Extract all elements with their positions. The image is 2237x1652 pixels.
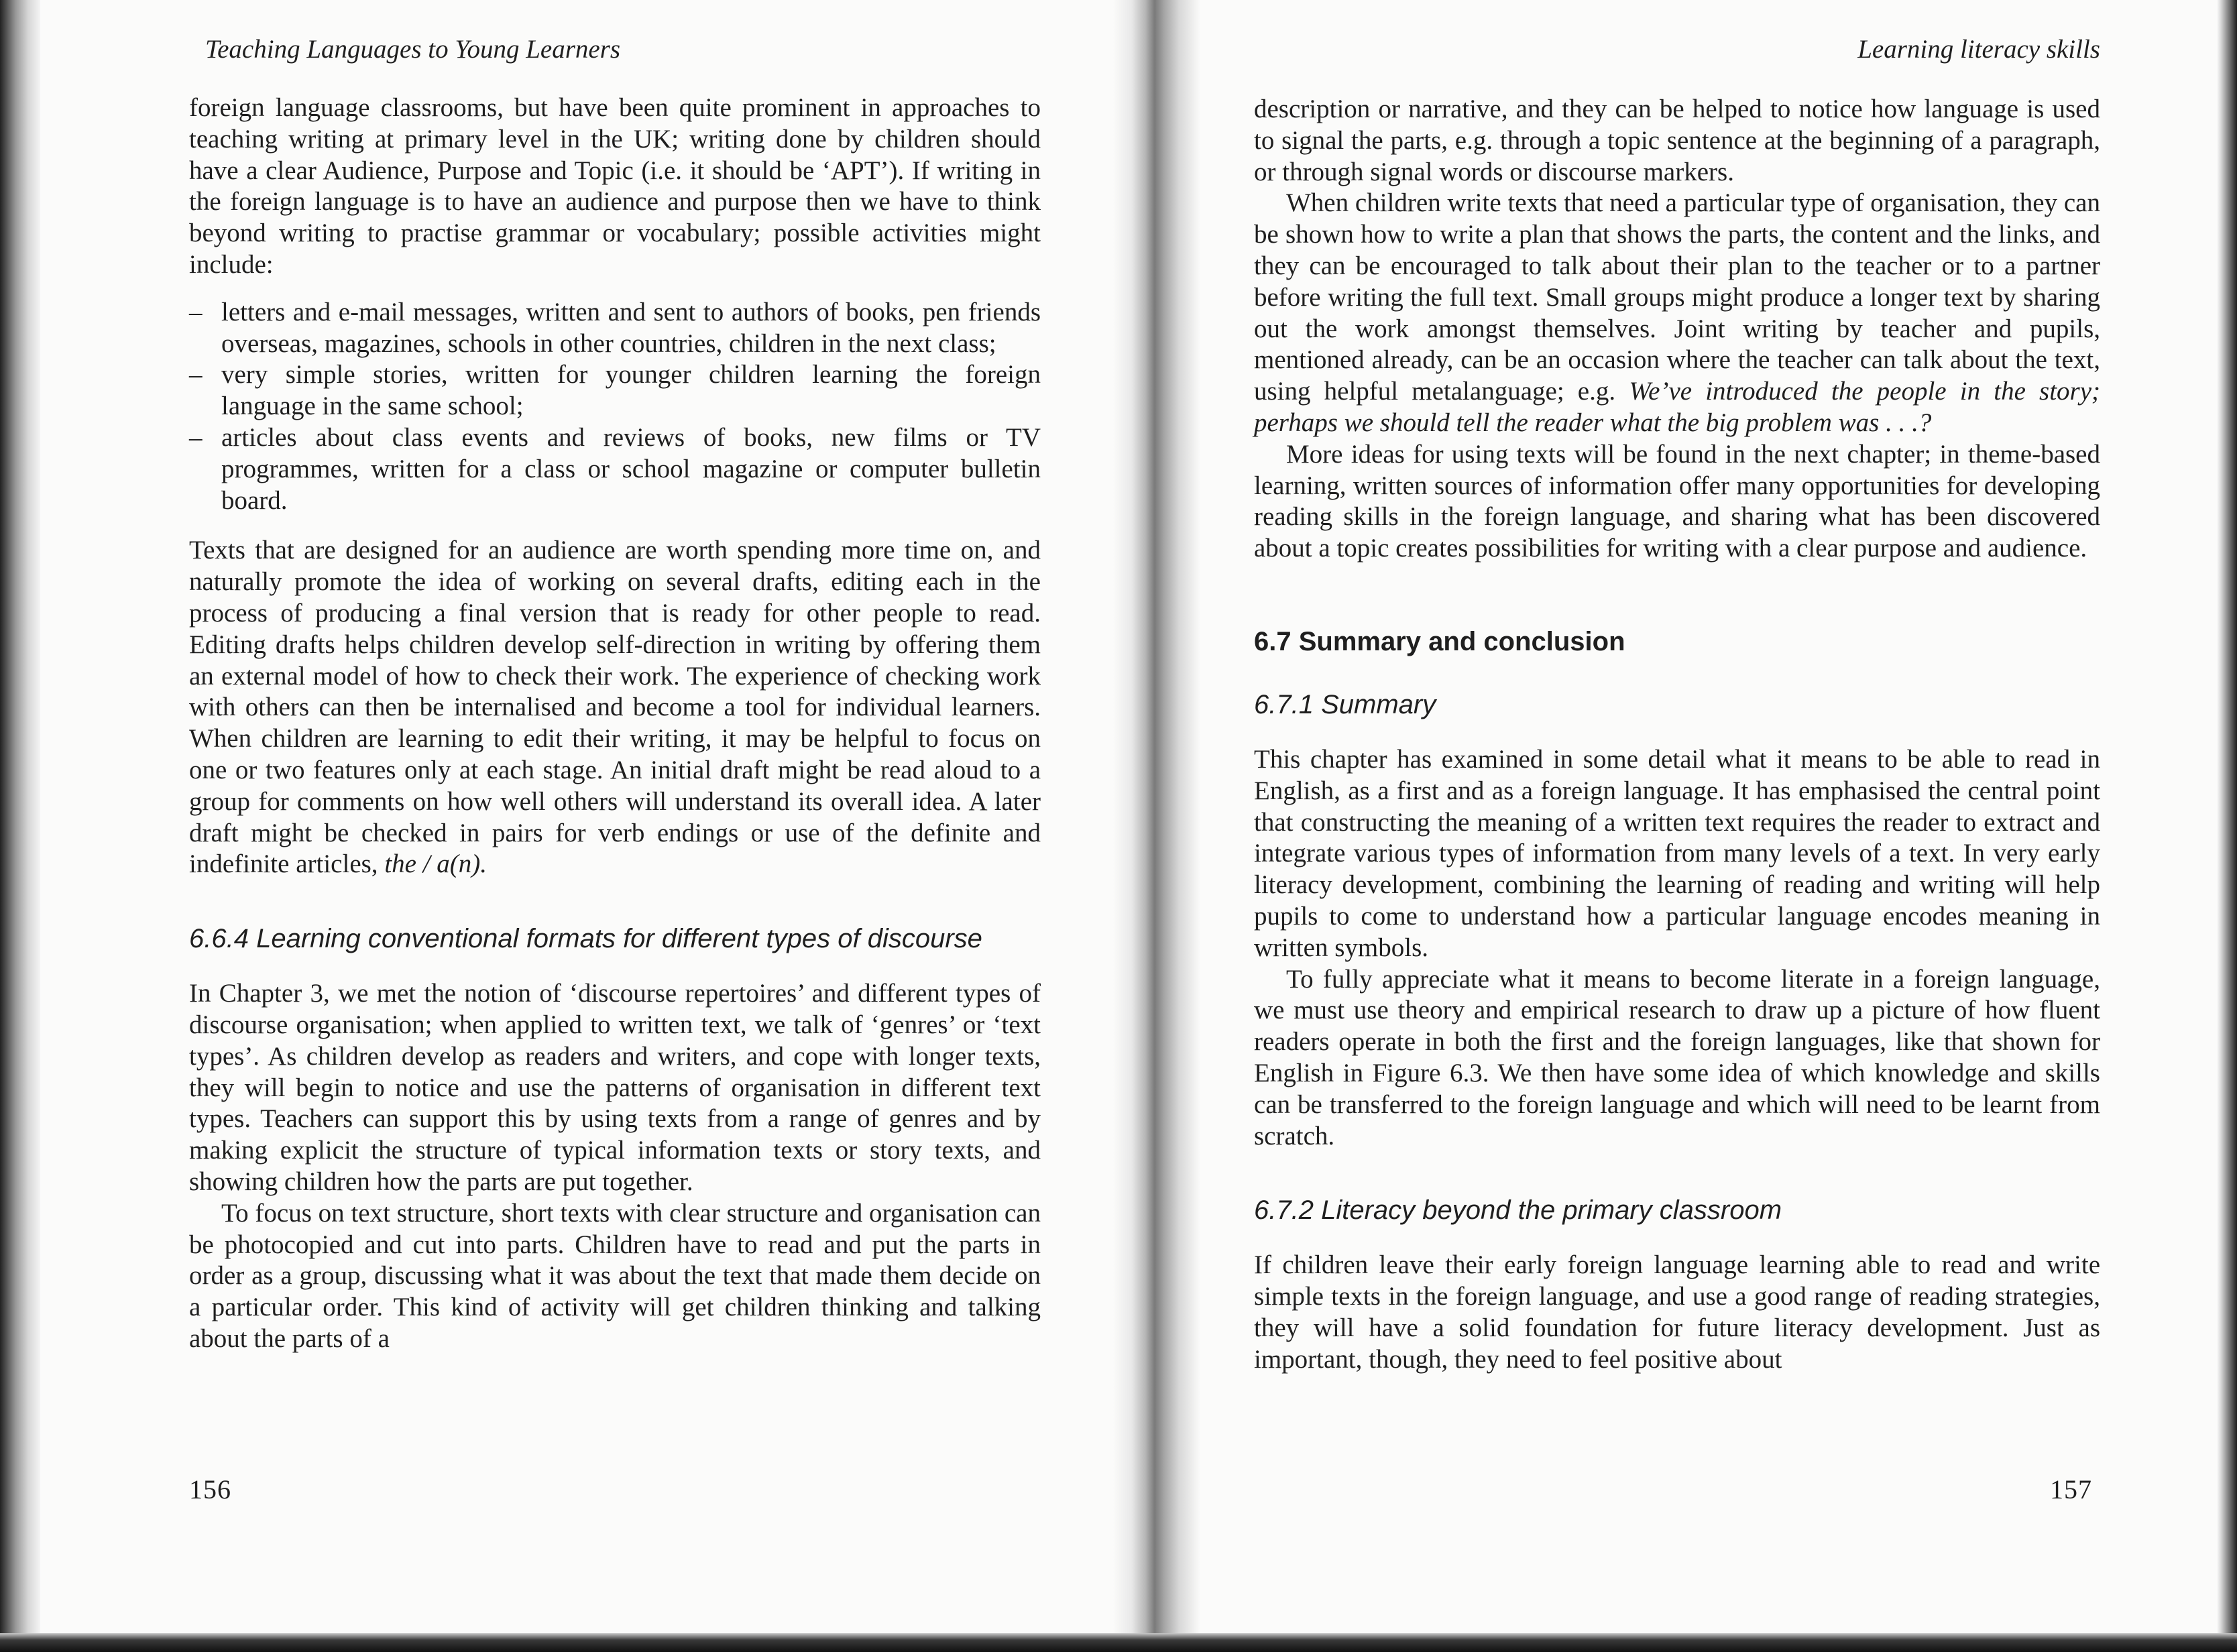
- right-page-content: [1254, 94, 2100, 1376]
- list-item: – very simple stories, written for younger children learning the foreign language in the same school;: [189, 359, 1041, 422]
- left-page: [189, 0, 1041, 1652]
- activity-list: [189, 297, 1041, 517]
- paragraph: This chapter has examined in some detail what it means to be able to read in English, as a first and as a foreign language. It has emphasised the central point that constructing the meaning of a written text requires the reader to extract and integrate various types of information from many levels of a text. In very early literacy development, combining the learning of reading and writing will help pupils to come to understand how a particular language encodes meaning in written symbols.: [1254, 744, 2100, 962]
- paragraph: foreign language classrooms, but have been quite prominent in approaches to teaching writing at primary level in the UK; writing done by children should have a clear Audience, Purpose and Topic (i.e. it should be ‘APT’). If writing in the foreign language is to have an audience and purpose then we have to think beyond writing to practise grammar or vocabulary; possible activities might include:: [189, 93, 1041, 279]
- section-title: 6.7 Summary and conclusion: [1254, 626, 1625, 656]
- paragraph: [1254, 188, 2100, 438]
- page-number-left: 156: [189, 1474, 231, 1504]
- paragraph: To focus on text structure, short texts with clear structure and organisation can be photocopied and cut into parts. Children have to read and put the parts in order as a group, discussing what it was about the text that made them decide on a particular order. This kind of activity will get children thinking and talking about the parts of a: [189, 1198, 1041, 1353]
- subsection-title: 6.6.4 Learning conventional formats for different types of discourse: [189, 924, 982, 954]
- running-head-left: Teaching Languages to Young Learners: [205, 35, 621, 64]
- page-edge-shadow-right: [2217, 0, 2237, 1652]
- running-head-right: Learning literacy skills: [1857, 35, 2100, 64]
- book-gutter: [1113, 0, 1200, 1652]
- paragraph-text: Texts that are designed for an audience are worth spending more time on, and naturally promote the idea of working on several drafts, editing each in the process of producing a final version that is ready for other people to read. Editing drafts helps children develop self-direction in writing by offering them an external model of how to check their work. The experience of checking work with others can then be internalised and become a tool for individual learners. When children are learning to edit their writing, it may be helpful to focus on one or two features only at each stage. An initial draft might be read aloud to a group for comments on how well others will understand its overall idea. A later draft might be checked in pairs for verb endings or use of the definite and indefinite articles,: [189, 536, 1041, 879]
- paragraph-italic: the / a(n).: [384, 849, 487, 879]
- left-page-content: [189, 93, 1041, 1355]
- subsection-title: 6.7.1 Summary: [1254, 689, 1436, 719]
- page-edge-shadow-left: [0, 0, 40, 1652]
- paragraph-italic: We’ve introduced the people in the story; perhaps we should tell the reader what the big problem was . . .?: [1254, 377, 2100, 437]
- paragraph: [189, 535, 1041, 880]
- paragraph: More ideas for using texts will be found in the next chapter; in theme-based learning, written sources of information offer many opportunities for developing reading skills in the foreign language, and sharing what has been discovered about a topic creates possibilities for writing with a clear purpose and audience.: [1254, 439, 2100, 563]
- list-item: – articles about class events and reviews of books, new films or TV programmes, written for a class or school magazine or computer bulletin board.: [189, 422, 1041, 516]
- paragraph: If children leave their early foreign language learning able to read and write simple texts in the foreign language, and use a good range of reading strategies, they will have a solid foundation for future literacy development. Just as important, though, they need to feel positive about: [1254, 1250, 2100, 1374]
- page-number-right: 157: [2050, 1474, 2092, 1504]
- subsection-title: 6.7.2 Literacy beyond the primary classroom: [1254, 1195, 1782, 1226]
- paragraph: description or narrative, and they can be helped to notice how language is used to signal the parts, e.g. through a topic sentence at the beginning of a paragraph, or through signal words or discourse markers.: [1254, 95, 2100, 186]
- paragraph-text: When children write texts that need a particular type of organisation, they can be shown how to write a plan that shows the parts, the content and the links, and they can be encouraged to talk about their plan to the teacher or to a partner before writing the full text. Small groups might produce a longer text by sharing out the work amongst themselves. Joint writing by teacher and pupils, mentioned already, can be an occasion where the teacher can talk about the text, using helpful metalanguage; e.g.: [1254, 188, 2100, 406]
- paragraph: In Chapter 3, we met the notion of ‘discourse repertoires’ and different types of discourse organisation; when applied to written text, we talk of ‘genres’ or ‘text types’. As children develop as readers and writers, and cope with longer texts, they will begin to notice and use the patterns of organisation in different text types. Teachers can support this by using texts from a range of genres and by making explicit the structure of typical information texts or story texts, and showing children how the parts are put together.: [189, 979, 1041, 1196]
- list-item: – letters and e-mail messages, written and sent to authors of books, pen friends overseas, magazines, schools in other countries, children in the next class;: [189, 297, 1041, 360]
- right-page: [1254, 0, 2100, 1652]
- paragraph: To fully appreciate what it means to become literate in a foreign language, we must use theory and empirical research to draw up a picture of how fluent readers operate in both the first and the foreign languages, like that shown for English in Figure 6.3. We then have some idea of which knowledge and skills can be transferred to the foreign language and which will need to be learnt from scratch.: [1254, 964, 2100, 1150]
